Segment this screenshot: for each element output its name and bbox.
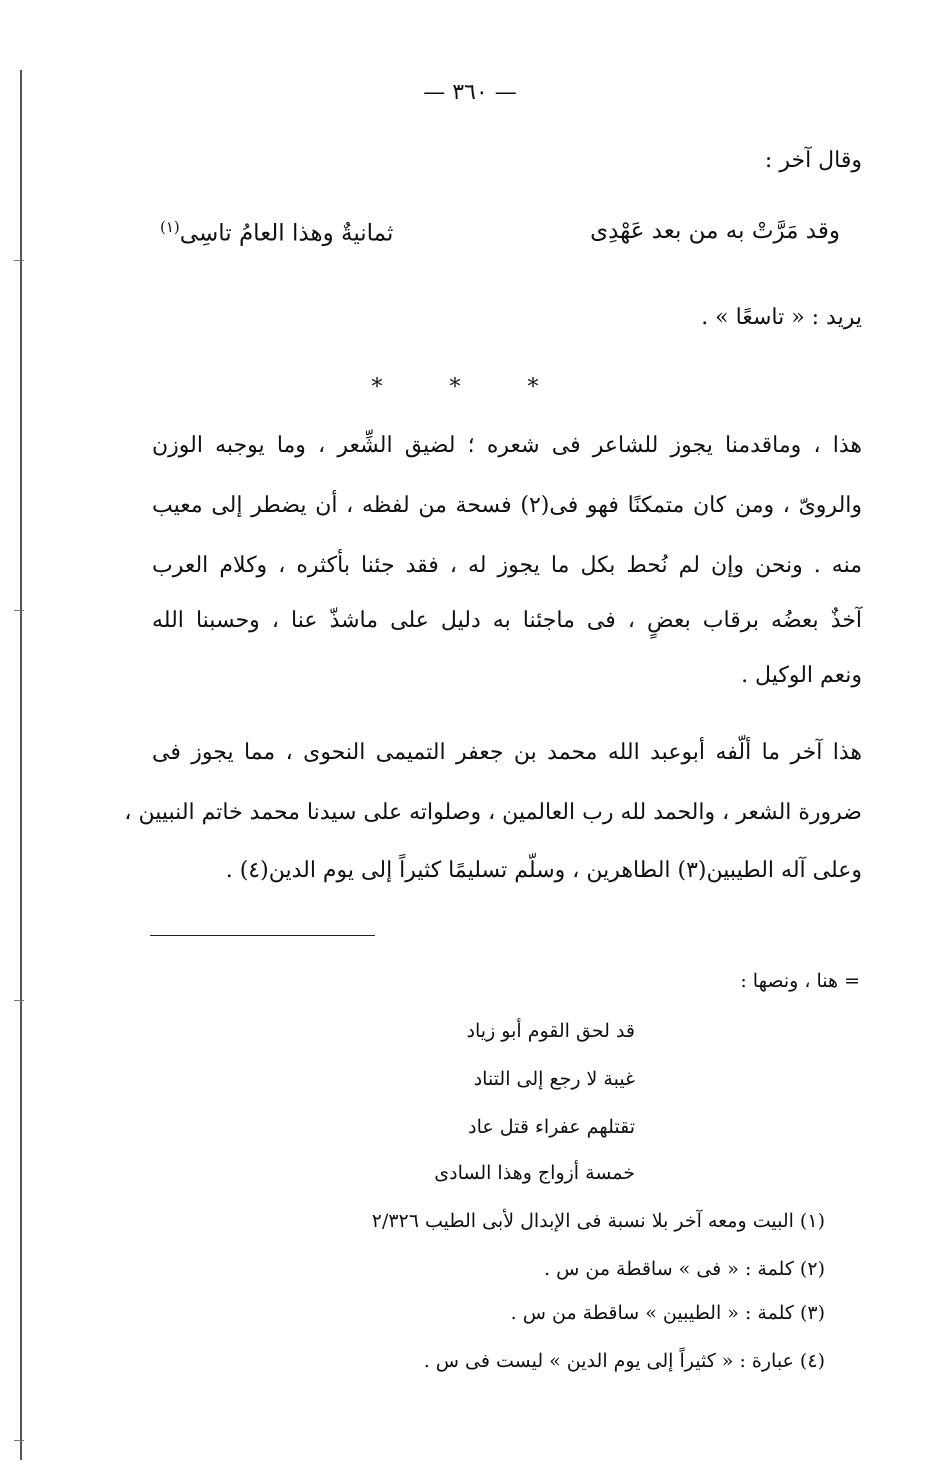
- verse-explanation: يريد : « تاسعًا » .: [701, 305, 862, 330]
- binding-edge: [20, 70, 22, 1460]
- footnote-continuation: = هنا ، ونصها :: [740, 970, 860, 992]
- section-separator: * * *: [371, 375, 569, 400]
- footnote-4: (٤) عبارة : « كثيراً إلى يوم الدين » ليست فى س .: [423, 1350, 825, 1372]
- paragraph-1-line: والروىّ ، ومن كان متمكنًا فهو فى(٢) فسحة من لفظه ، أن يضطر إلى معيب: [152, 493, 863, 518]
- footnote-3: (٣) كلمة : « الطيبين » ساقطة من س .: [510, 1302, 825, 1324]
- footnote-divider: [150, 935, 375, 936]
- verse-second-half-text: ثمانيةٌ وهذا العامُ تاسِى: [179, 220, 394, 247]
- paragraph-2-line: وعلى آله الطيبين(٣) الطاهرين ، وسلّم تسليمًا كثيراً إلى يوم الدين(٤) .: [225, 858, 862, 883]
- page-number: — ٣٦٠ —: [423, 80, 517, 105]
- footnote-poem-line: تقتلهم عفراء قتل عاد: [468, 1116, 635, 1138]
- paragraph-1-line: آخذٌ بعضُه برقاب بعضٍ ، فى ماجئنا به دليل على ماشذّ عنا ، وحسبنا الله: [152, 608, 862, 633]
- paragraph-2-line: ضرورة الشعر ، والحمد لله رب العالمين ، وصلواته على سيدنا محمد خاتم النبيين ،: [124, 800, 862, 825]
- footnote-poem-line: غيبة لا رجع إلى التناد: [473, 1068, 635, 1090]
- footnote-poem-line: خمسة أزواج وهذا السادى: [434, 1162, 635, 1184]
- binding-mark: [14, 260, 24, 261]
- verse-first-half: وقد مَرَّتْ به من بعد عَهْدِى: [590, 218, 840, 244]
- paragraph-1-line: منه . ونحن وإن لم نُحط بكل ما يجوز له ، فقد جئنا بأكثره ، وكلام العرب: [152, 553, 862, 578]
- paragraph-1-line: ونعم الوكيل .: [741, 663, 862, 688]
- paragraph-1-line: هذا ، وماقدمنا يجوز للشاعر فى شعره ؛ لضيق الشِّعر ، وما يوجبه الوزن: [152, 433, 862, 458]
- binding-mark: [14, 610, 24, 611]
- footnote-2: (٢) كلمة : « فى » ساقطة من س .: [544, 1258, 825, 1280]
- poem-intro: وقال آخر :: [764, 148, 862, 173]
- footnote-mark: (١): [160, 218, 180, 236]
- binding-mark: [14, 1000, 24, 1001]
- binding-mark: [14, 1440, 24, 1441]
- footnote-1: (١) البيت ومعه آخر بلا نسبة فى الإبدال لأبى الطيب ٢/٣٢٦: [371, 1210, 825, 1232]
- footnote-poem-line: قد لحق القوم أبو زياد: [466, 1020, 635, 1042]
- verse-second-half: [160, 218, 393, 247]
- paragraph-2-line: هذا آخر ما ألّفه أبوعبد الله محمد بن جعفر التميمى النحوى ، مما يجوز فى: [152, 740, 862, 765]
- verse-line: [160, 218, 840, 247]
